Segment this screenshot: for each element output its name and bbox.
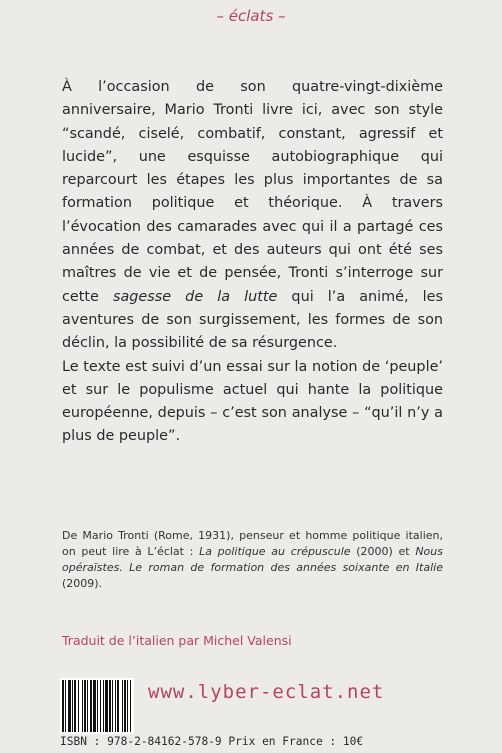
barcode-bar — [117, 680, 119, 732]
barcode-bar — [78, 680, 79, 732]
barcode-bar — [109, 680, 111, 732]
barcode-bar — [100, 680, 101, 732]
blurb-paragraph-2: Le texte est suivi d’un essai sur la notion de ‘peuple’ et sur le populisme actuel qui hante la politique européenne, depuis – c’est son analyse – “qu’il n’y a plus de peuple”. — [62, 358, 443, 445]
barcode-bar — [103, 680, 104, 732]
barcode-bar — [124, 680, 126, 732]
barcode-bar — [62, 680, 64, 732]
translator-credit: Traduit de l’italien par Michel Valensi — [62, 633, 292, 648]
italic-phrase: sagesse de la lutte — [112, 288, 278, 305]
author-bio: De Mario Tronti (Rome, 1931), penseur et homme politique italien, on peut lire à L’éclat : La politique au crépuscule (2000) et Nous opéraïstes. Le roman de formation des années soixante en Italie (2009). — [62, 529, 443, 590]
isbn-price-line: ISBN : 978-2-84162-578-9 Prix en France : 10€ — [60, 735, 364, 748]
barcode-bar — [93, 680, 96, 732]
website-url[interactable]: www.lyber-eclat.net — [148, 681, 385, 703]
barcode-bar — [90, 680, 92, 732]
barcode-bar — [72, 680, 73, 732]
barcode-bar — [122, 680, 123, 732]
barcode-bar — [115, 680, 116, 732]
barcode-bar — [87, 680, 88, 732]
book-title: La politique au crépuscule — [199, 545, 351, 558]
barcode-bar — [130, 680, 131, 732]
book-title: Nous opéraïstes. Le roman de formation des années soixante en Italie — [62, 545, 443, 574]
barcode-bar — [84, 680, 86, 732]
barcode-bar — [74, 680, 76, 732]
series-title: – éclats – — [216, 7, 286, 25]
barcode-bar — [68, 680, 71, 732]
barcode-bar — [105, 680, 108, 732]
barcode-bar — [65, 680, 66, 732]
barcode-bar — [82, 680, 83, 732]
back-cover-blurb — [62, 76, 443, 449]
barcode-bar — [97, 680, 98, 732]
blurb-paragraph-1: À l’occasion de son quatre-vingt-dixième anniversaire, Mario Tronti livre ici, avec son style “scandé, ciselé, combatif, constant, agressif et lucide”, une esquisse autobiographique qui reparcourt les étapes les plus importantes de sa formation politique et théorique. À travers l’évocation des camarades avec qui il a partagé ces années de combat, et des auteurs qui ont été ses maîtres de vie et de pensée, Tronti s’interroge sur cette sagesse de la lutte qui l’a animé, les aventures de son surgissement, les formes de son déclin, la possibilité de sa résurgence. — [62, 79, 443, 352]
barcode-bar — [112, 680, 113, 732]
barcode-icon — [60, 678, 134, 734]
barcode-bar — [127, 680, 128, 732]
